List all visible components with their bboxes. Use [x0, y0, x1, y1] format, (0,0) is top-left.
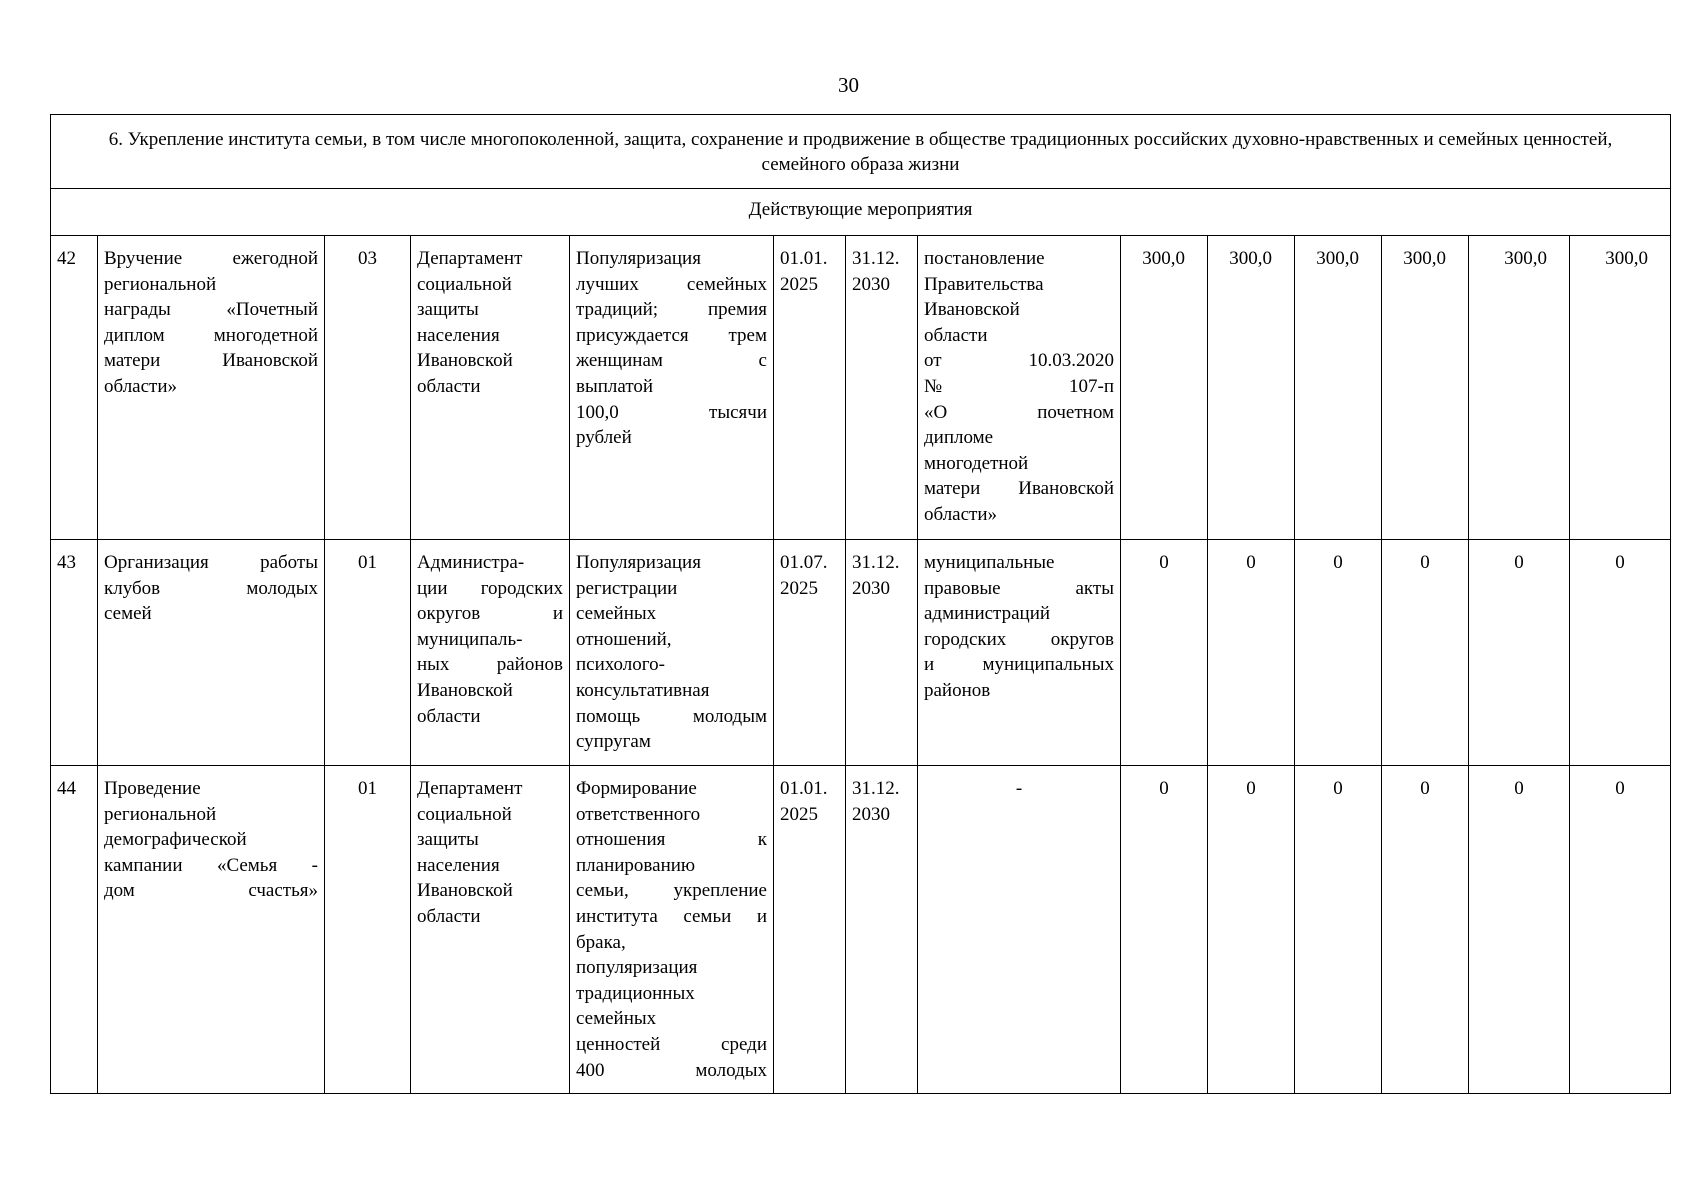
measure-name-line: демографической — [104, 829, 247, 851]
measure-name-line: награды «Почетный — [104, 299, 318, 321]
funding-amount-4: 300,0 — [1382, 236, 1469, 540]
table-row — [51, 766, 1671, 1094]
page-number: 30 — [838, 73, 859, 97]
expected-result-line: института семьи и — [576, 905, 767, 927]
measure-name — [98, 766, 325, 1094]
expected-result — [570, 540, 774, 766]
measure-name-line: Проведение — [104, 778, 201, 799]
legal-act-line: области — [924, 324, 988, 346]
start-date — [774, 236, 846, 540]
executor-line: области — [417, 375, 481, 397]
measure-name-line: кампании «Семья - — [104, 854, 318, 876]
measure-code: 01 — [325, 540, 411, 766]
measure-name-line: диплом многодетной — [104, 324, 318, 346]
start-date-line: 01.07. — [780, 552, 828, 573]
measures-table — [50, 114, 1671, 1094]
legal-act-line: районов — [924, 679, 991, 701]
executor-line: защиты — [417, 299, 479, 321]
funding-amount-4: 0 — [1382, 540, 1469, 766]
expected-result-line: 100,0 тысячи — [576, 401, 767, 423]
legal-act — [918, 236, 1121, 540]
expected-result — [570, 236, 774, 540]
legal-act-line: от 10.03.2020 — [924, 350, 1114, 372]
row-number: 43 — [51, 540, 98, 766]
expected-result-line: отношения к — [576, 829, 767, 851]
executor-line: защиты — [417, 829, 479, 851]
end-date-line: 2030 — [852, 803, 890, 825]
start-date — [774, 766, 846, 1094]
expected-result-line: Популяризация — [576, 248, 701, 269]
funding-amount-2: 0 — [1208, 540, 1295, 766]
executor-line: Администра- — [417, 552, 525, 573]
executor — [411, 540, 570, 766]
measure-name — [98, 236, 325, 540]
row-number: 44 — [51, 766, 98, 1094]
legal-act-line: «О почетном — [924, 401, 1114, 423]
subsection-header-row — [51, 189, 1671, 236]
legal-act-line: и муниципальных — [924, 654, 1114, 676]
expected-result-line: традиционных — [576, 982, 695, 1004]
end-date — [846, 236, 918, 540]
executor-line: населения — [417, 854, 500, 876]
expected-result-line: семейных — [576, 1008, 657, 1030]
start-date-line: 01.01. — [780, 778, 828, 799]
measure-name-line: региональной — [104, 803, 217, 825]
executor-line: Департамент — [417, 778, 523, 799]
expected-result-line: Формирование — [576, 778, 697, 799]
start-date-line: 2025 — [780, 577, 818, 599]
legal-act-line: Ивановской — [924, 299, 1020, 321]
legal-act-line: дипломе — [924, 427, 994, 449]
end-date-line: 31.12. — [852, 248, 900, 269]
expected-result-line: рублей — [576, 427, 632, 449]
start-date-line: 2025 — [780, 273, 818, 295]
measure-name-line: области» — [104, 375, 178, 397]
expected-result-line: брака, — [576, 931, 626, 953]
start-date-line: 01.01. — [780, 248, 828, 269]
funding-amount-6: 0 — [1570, 540, 1671, 766]
measure-code: 03 — [325, 236, 411, 540]
funding-amount-1: 300,0 — [1121, 236, 1208, 540]
end-date-line: 2030 — [852, 273, 890, 295]
expected-result-line: присуждается трем — [576, 324, 767, 346]
legal-act-line: Правительства — [924, 273, 1044, 295]
executor-line: населения — [417, 324, 500, 346]
end-date — [846, 540, 918, 766]
legal-act-line: многодетной — [924, 452, 1029, 474]
expected-result-line: психолого- — [576, 654, 665, 676]
executor-line: Ивановской — [417, 679, 513, 701]
funding-amount-5: 0 — [1469, 766, 1570, 1094]
expected-result-line: лучших семейных — [576, 273, 767, 295]
subsection-title: Действующие мероприятия — [51, 189, 1671, 236]
expected-result-line: женщинам с — [576, 350, 767, 372]
funding-amount-6: 300,0 — [1570, 236, 1671, 540]
expected-result-line: супругам — [576, 731, 651, 753]
expected-result-line: 400 молодых — [576, 1059, 767, 1081]
start-date — [774, 540, 846, 766]
funding-amount-3: 0 — [1295, 540, 1382, 766]
legal-act-line: правовые акты — [924, 577, 1114, 599]
expected-result-line: традиций; премия — [576, 299, 767, 321]
measure-name-line: матери Ивановской — [104, 350, 318, 372]
executor-line: Ивановской — [417, 880, 513, 902]
start-date-line: 2025 — [780, 803, 818, 825]
executor-line: ции городских — [417, 577, 563, 599]
legal-act-line: матери Ивановской — [924, 478, 1114, 500]
executor-line: ных районов — [417, 654, 563, 676]
expected-result-line: помощь молодым — [576, 705, 767, 727]
executor-line: Департамент — [417, 248, 523, 269]
executor-line: области — [417, 905, 481, 927]
expected-result-line: ценностей среди — [576, 1033, 767, 1055]
executor-line: социальной — [417, 803, 512, 825]
legal-act-line: администраций — [924, 603, 1051, 625]
expected-result-line: популяризация — [576, 957, 698, 979]
expected-result-line: семейных — [576, 603, 657, 625]
expected-result-line: выплатой — [576, 375, 654, 397]
expected-result-line: отношений, — [576, 628, 672, 650]
expected-result-line: планированию — [576, 854, 696, 876]
expected-result-line: семьи, укрепление — [576, 880, 767, 902]
legal-act — [918, 766, 1121, 1094]
executor — [411, 236, 570, 540]
funding-amount-2: 300,0 — [1208, 236, 1295, 540]
funding-amount-1: 0 — [1121, 766, 1208, 1094]
legal-act-line: городских округов — [924, 628, 1114, 650]
table-row — [51, 540, 1671, 766]
executor-line: округов и — [417, 603, 563, 625]
executor — [411, 766, 570, 1094]
measure-name-line: дом счастья» — [104, 880, 318, 902]
measure-name-line: семей — [104, 603, 152, 625]
end-date — [846, 766, 918, 1094]
executor-line: социальной — [417, 273, 512, 295]
funding-amount-4: 0 — [1382, 766, 1469, 1094]
funding-amount-3: 300,0 — [1295, 236, 1382, 540]
funding-amount-5: 0 — [1469, 540, 1570, 766]
legal-act — [918, 540, 1121, 766]
executor-line: области — [417, 705, 481, 727]
expected-result — [570, 766, 774, 1094]
funding-amount-2: 0 — [1208, 766, 1295, 1094]
section-title: 6. Укрепление института семьи, в том числе многопоколенной, защита, сохранение и продвижение в обществе традиционных российских духовно-нравственных и семейных ценностей, семейного образа жизни — [51, 115, 1671, 189]
expected-result-line: консультативная — [576, 679, 710, 701]
legal-act-line: - — [1015, 778, 1023, 799]
funding-amount-3: 0 — [1295, 766, 1382, 1094]
expected-result-line: ответственного — [576, 803, 701, 825]
executor-line: Ивановской — [417, 350, 513, 372]
legal-act-line: № 107-п — [924, 375, 1114, 397]
table-row — [51, 236, 1671, 540]
legal-act-line: области» — [924, 503, 998, 525]
measure-name-line: региональной — [104, 273, 217, 295]
executor-line: муниципаль- — [417, 628, 523, 650]
measure-name-line: Вручение ежегодной — [104, 248, 318, 269]
measure-name-line: Организация работы — [104, 552, 318, 573]
expected-result-line: регистрации — [576, 577, 678, 599]
legal-act-line: постановление — [924, 248, 1045, 269]
funding-amount-1: 0 — [1121, 540, 1208, 766]
measure-name-line: клубов молодых — [104, 577, 318, 599]
end-date-line: 2030 — [852, 577, 890, 599]
end-date-line: 31.12. — [852, 552, 900, 573]
expected-result-line: Популяризация — [576, 552, 701, 573]
section-header-row — [51, 115, 1671, 189]
row-number: 42 — [51, 236, 98, 540]
funding-amount-6: 0 — [1570, 766, 1671, 1094]
measure-code: 01 — [325, 766, 411, 1094]
funding-amount-5: 300,0 — [1469, 236, 1570, 540]
legal-act-line: муниципальные — [924, 552, 1055, 573]
end-date-line: 31.12. — [852, 778, 900, 799]
measure-name — [98, 540, 325, 766]
